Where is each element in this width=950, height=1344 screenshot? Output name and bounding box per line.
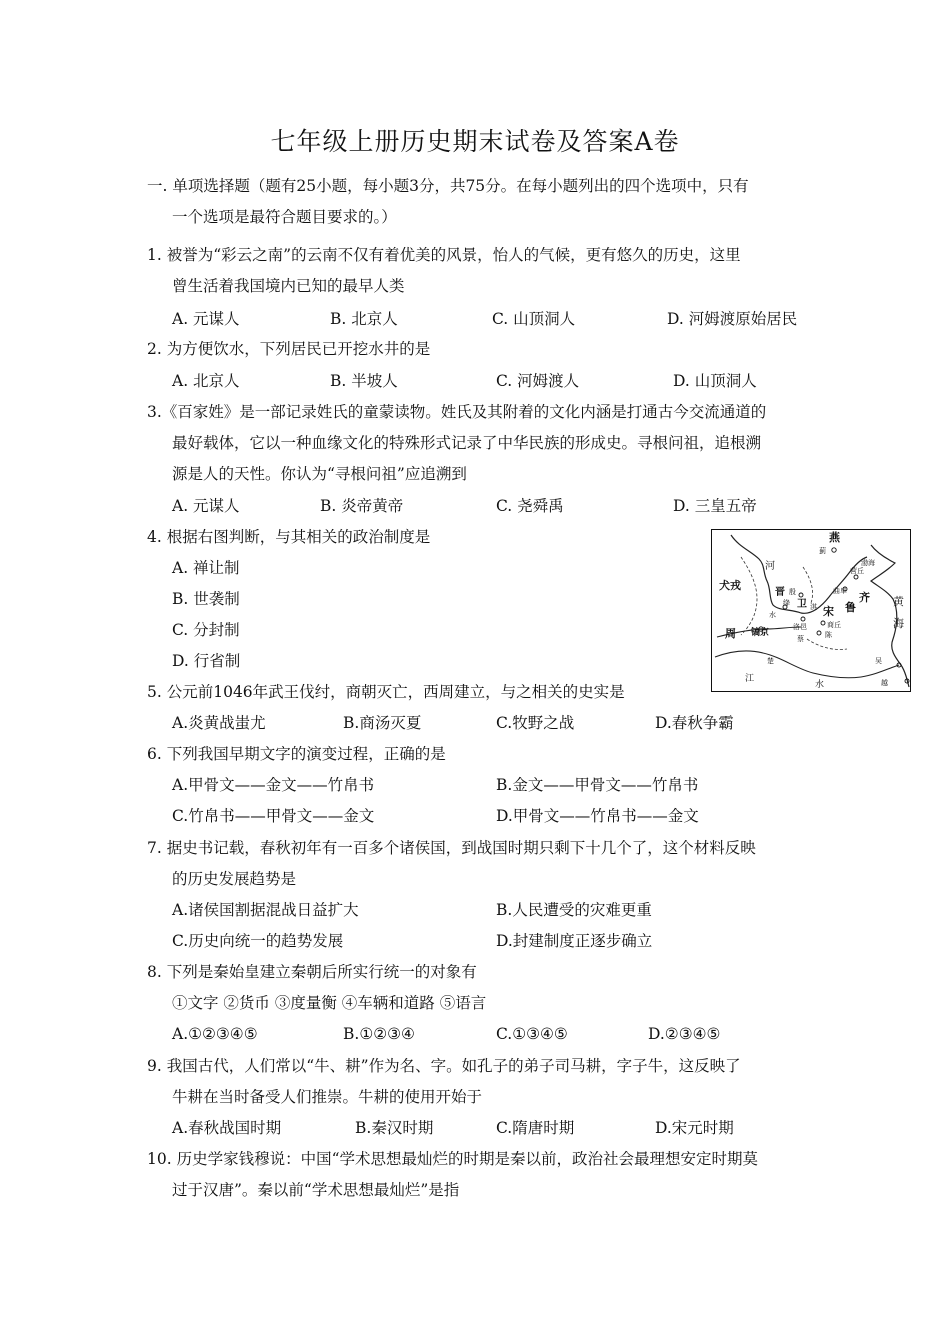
section-heading-line1: 一. 单项选择题（题有25小题，每小题3分，共75分。在每小题列出的四个选项中，只有 xyxy=(147,177,749,195)
map-label-yue: 越 xyxy=(881,679,888,687)
option-c: C. 河姆渡人 xyxy=(496,372,580,390)
question-text: 3.《百家姓》是一部记录姓氏的童蒙读物。姓氏及其附着的文化内涵是打通古今交流通道的 xyxy=(147,403,767,421)
question-text: 4. 根据右图判断，与其相关的政治制度是 xyxy=(147,528,431,546)
question-text: 牛耕在当时备受人们推崇。牛耕的使用开始于 xyxy=(172,1088,483,1106)
option-a: A. 元谋人 xyxy=(172,497,240,515)
map-label-yan: 燕 xyxy=(829,531,840,544)
question-text: 过于汉唐”。秦以前“学术思想最灿烂”是指 xyxy=(172,1181,460,1199)
option-c: C. 尧舜禹 xyxy=(496,497,564,515)
option-c: C. 分封制 xyxy=(172,621,240,639)
question-text: 源是人的天性。你认为“寻根问祖”应追溯到 xyxy=(172,465,467,483)
map-label-lu: 鲁 xyxy=(845,601,856,614)
option-b: B.人民遭受的灾难更重 xyxy=(496,901,652,919)
map-label-jiang-town: 绛 xyxy=(783,599,790,607)
map-label-jiang: 江 xyxy=(745,674,755,684)
map-label-quanrong: 犬戎 xyxy=(719,579,741,592)
question-text: 最好载体，它以一种血缘文化的特殊形式记录了中华民族的形成史。寻根问祖，追根溯 xyxy=(172,434,762,452)
option-d: D. 三皇五帝 xyxy=(673,497,757,515)
option-a: A.诸侯国割据混战日益扩大 xyxy=(172,901,359,919)
option-d: D. 行省制 xyxy=(172,652,241,670)
option-b: B.金文——甲骨文——竹帛书 xyxy=(496,776,699,794)
question-text: 2. 为方便饮水，下列居民已开挖水井的是 xyxy=(147,340,431,358)
question-text: 5. 公元前1046年武王伐纣，商朝灭亡，西周建立，与之相关的史实是 xyxy=(147,683,625,701)
map-label-shui1: 水 xyxy=(769,611,776,619)
map-label-shangqiu: 商丘 xyxy=(827,621,841,629)
question-text: 6. 下列我国早期文字的演变过程，正确的是 xyxy=(147,745,446,763)
map-label-wei: 卫 xyxy=(797,599,807,610)
map-label-haojing: 镐京 xyxy=(751,628,770,638)
option-d: D. 山顶洞人 xyxy=(673,372,757,390)
option-b: B. 半坡人 xyxy=(330,372,398,390)
map-label-wu: 吴 xyxy=(875,657,882,665)
map-label-shui2: 水 xyxy=(815,680,825,690)
map-label-song: 宋 xyxy=(823,605,834,618)
question-text: 10. 历史学家钱穆说：中国“学术思想最灿烂的时期是秦以前，政治社会最理想安定时期莫 xyxy=(147,1150,759,1168)
option-b: B.商汤灭夏 xyxy=(343,714,422,732)
question-text: 7. 据史书记载，春秋初年有一百多个诸侯国，到战国时期只剩下十几个了，这个材料反映 xyxy=(147,839,756,857)
map-label-cai: 蔡 xyxy=(797,635,804,643)
option-b: B. 炎帝黄帝 xyxy=(320,497,404,515)
option-c: C.隋唐时期 xyxy=(496,1119,575,1137)
option-a: A. 北京人 xyxy=(172,372,240,390)
question-text: 9. 我国古代，人们常以“牛、耕”作为名、字。如孔子的弟子司马耕，字子牛，这反映了 xyxy=(147,1057,741,1075)
map-label-yingqiu: 营丘 xyxy=(850,567,864,575)
map-label-zhou: 周 xyxy=(725,627,736,640)
map-label-qufu: 曲阜 xyxy=(833,587,847,595)
map-label-hai: 海 xyxy=(893,617,904,630)
option-a: A. 禅让制 xyxy=(172,559,240,577)
map-label-ji: 蓟 xyxy=(819,547,826,555)
option-d: D.春秋争霸 xyxy=(655,714,734,732)
option-a: A.①②③④⑤ xyxy=(172,1025,258,1043)
map-label-he: 河 xyxy=(765,561,775,572)
section-heading-line2: 一个选项是最符合题目要求的。） xyxy=(172,208,397,226)
option-c: C.竹帛书——甲骨文——金文 xyxy=(172,807,375,825)
question-text: 曾生活着我国境内已知的最早人类 xyxy=(172,277,405,295)
question-text: 8. 下列是秦始皇建立秦朝后所实行统一的对象有 xyxy=(147,963,477,981)
question-text: ①文字 ②货币 ③度量衡 ④车辆和道路 ⑤语言 xyxy=(172,994,487,1012)
western-zhou-map xyxy=(711,529,911,692)
option-b: B. 世袭制 xyxy=(172,590,240,608)
map-label-huang: 黄 xyxy=(893,595,904,608)
map-label-yin: 殷 xyxy=(789,588,796,596)
map-label-bohai: 渤海 xyxy=(861,559,875,567)
option-c: C.牧野之战 xyxy=(496,714,575,732)
option-a: A. 元谋人 xyxy=(172,310,240,328)
option-d: D.封建制度正逐步确立 xyxy=(496,932,653,950)
option-d: D. 河姆渡原始居民 xyxy=(667,310,798,328)
map-label-qi: 齐 xyxy=(859,591,870,604)
map-label-chu: 楚 xyxy=(767,657,774,665)
option-a: A.炎黄战蚩尤 xyxy=(172,714,266,732)
question-text: 1. 被誉为“彩云之南”的云南不仅有着优美的风景，怡人的气候，更有悠久的历史，这里 xyxy=(147,246,741,264)
option-a: A.春秋战国时期 xyxy=(172,1119,282,1137)
map-label-qi-state: 淇 xyxy=(810,603,817,611)
option-b: B.秦汉时期 xyxy=(355,1119,434,1137)
page-title: 七年级上册历史期末试卷及答案A卷 xyxy=(270,127,680,156)
question-text: 的历史发展趋势是 xyxy=(172,870,297,888)
option-c: C.历史向统一的趋势发展 xyxy=(172,932,344,950)
option-a: A.甲骨文——金文——竹帛书 xyxy=(172,776,375,794)
option-b: B. 北京人 xyxy=(330,310,398,328)
map-label-chen: 陈 xyxy=(825,631,832,639)
option-d: D.甲骨文——竹帛书——金文 xyxy=(496,807,699,825)
option-d: D.宋元时期 xyxy=(655,1119,734,1137)
option-c: C.①③④⑤ xyxy=(496,1025,568,1043)
map-label-luoyi: 洛邑 xyxy=(793,623,807,631)
map-label-jin: 晋 xyxy=(775,587,785,598)
option-b: B.①②③④ xyxy=(343,1025,415,1043)
option-d: D.②③④⑤ xyxy=(648,1025,721,1043)
option-c: C. 山顶洞人 xyxy=(492,310,576,328)
